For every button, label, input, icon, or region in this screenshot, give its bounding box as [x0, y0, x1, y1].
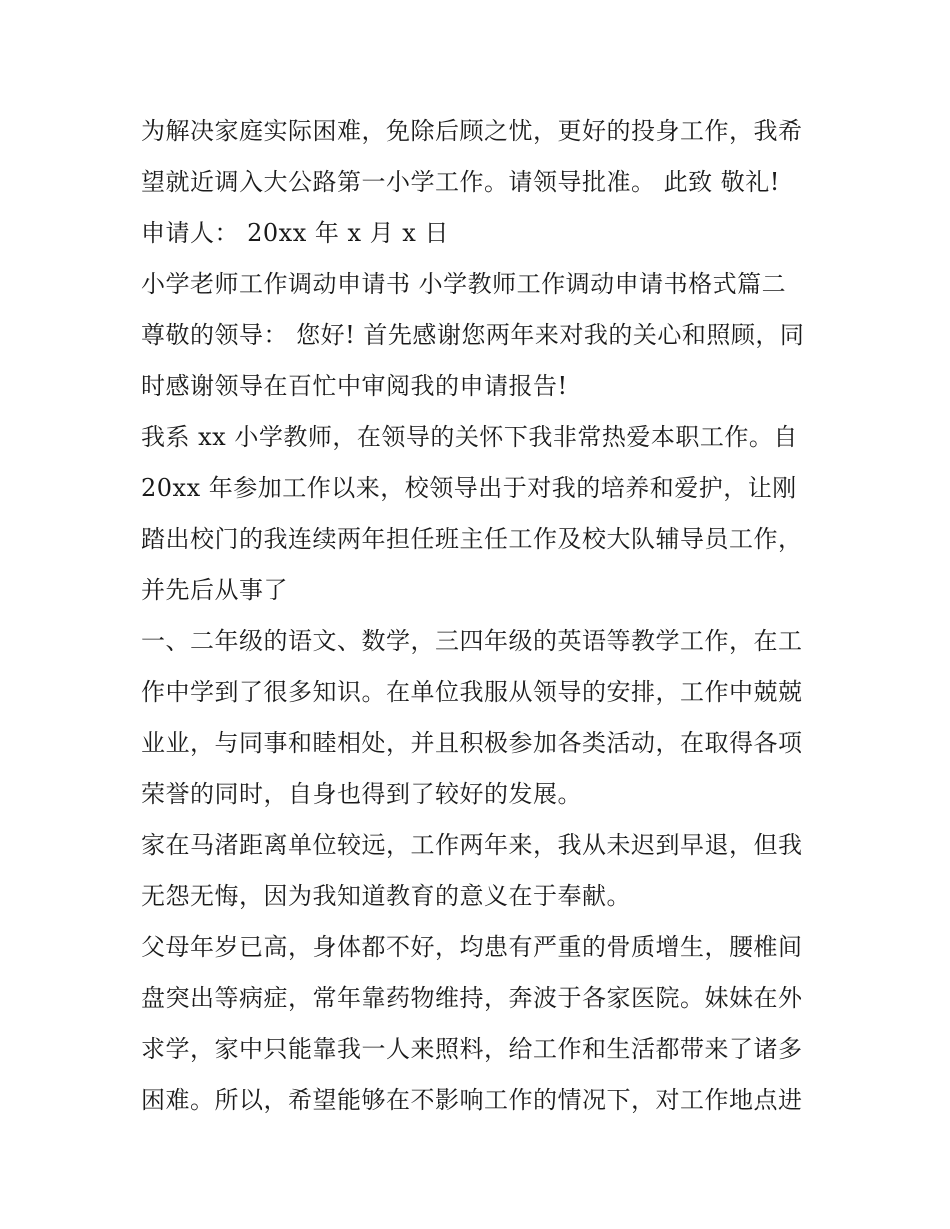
- text-line: 尊敬的领导： 您好! 首先感谢您两年来对我的关心和照顾，同: [141, 321, 805, 349]
- document-body: [141, 106, 821, 1126]
- text-line: 家在马渚距离单位较远，工作两年来，我从未迟到早退，但我: [141, 831, 803, 859]
- text-line: 我系 xx 小学教师，在领导的关怀下我非常热爱本职工作。自: [141, 423, 798, 451]
- text-line: 时感谢领导在百忙中审阅我的申请报告!: [141, 372, 568, 400]
- text-line: 求学，家中只能靠我一人来照料，给工作和生活都带来了诸多: [141, 1035, 803, 1063]
- text-line: 望就近调入大公路第一小学工作。请领导批准。 此致 敬礼!: [141, 168, 780, 196]
- applicant-date-line: 申请人： 20xx 年 x 月 x 日: [141, 219, 449, 247]
- text-line: 并先后从事了: [141, 576, 288, 604]
- text-line: 荣誉的同时，自身也得到了较好的发展。: [141, 780, 582, 808]
- section-heading: 小学老师工作调动申请书 小学教师工作调动申请书格式篇二: [141, 270, 787, 298]
- text-line: 父母年岁已高，身体都不好，均患有严重的骨质增生，腰椎间: [141, 933, 803, 961]
- text-line: 踏出校门的我连续两年担任班主任工作及校大队辅导员工作，: [141, 525, 803, 553]
- text-line: 为解决家庭实际困难，免除后顾之忧，更好的投身工作，我希: [141, 117, 803, 145]
- text-line: 20xx 年参加工作以来，校领导出于对我的培养和爱护，让刚: [141, 474, 797, 502]
- text-line: 一、二年级的语文、数学，三四年级的英语等教学工作，在工: [141, 627, 803, 655]
- text-line: 盘突出等病症，常年靠药物维持，奔波于各家医院。妹妹在外: [141, 984, 803, 1012]
- text-line: 困难。所以，希望能够在不影响工作的情况下，对工作地点进: [141, 1086, 803, 1114]
- text-line: 无怨无悔，因为我知道教育的意义在于奉献。: [141, 882, 631, 910]
- text-line: 业业，与同事和睦相处，并且积极参加各类活动，在取得各项: [141, 729, 803, 757]
- text-line: 作中学到了很多知识。在单位我服从领导的安排，工作中兢兢: [141, 678, 803, 706]
